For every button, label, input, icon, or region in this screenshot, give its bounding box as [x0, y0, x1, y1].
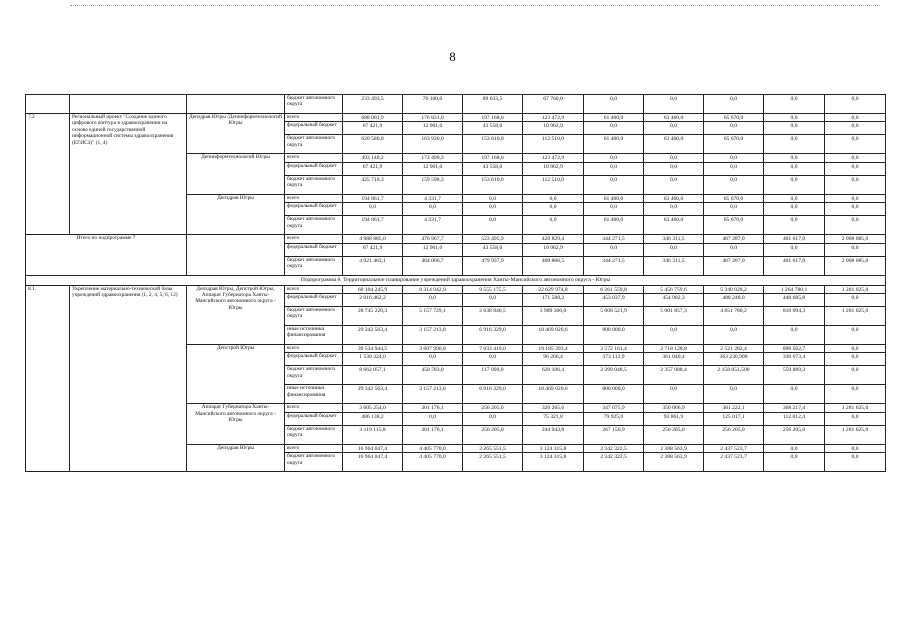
amount-cell: 0,0 — [764, 135, 825, 154]
funding-source: бюджет автономного округа — [285, 135, 343, 154]
amount-cell: 0,0 — [764, 162, 825, 175]
amount-cell: 112 510,0 — [523, 175, 584, 194]
amount-cell: 0,0 — [704, 154, 764, 162]
amount-cell: 0,0 — [764, 175, 825, 194]
amount-cell: 267 150,9 — [584, 425, 644, 444]
amount-cell: 3 119 115,8 — [343, 425, 403, 444]
amount-cell: 16 964 047,4 — [343, 453, 403, 472]
amount-cell: 1 281 025,0 — [825, 425, 886, 444]
amount-cell: 301 176,1 — [403, 425, 463, 444]
amount-cell: 153 610,0 — [463, 175, 523, 194]
amount-cell: 61 400,0 — [584, 114, 644, 122]
amount-cell: 2 008 085,0 — [825, 235, 886, 243]
amount-cell: 3 607 996,8 — [403, 345, 463, 353]
amount-cell: 0,0 — [764, 216, 825, 235]
amount-cell: 5 008 521,9 — [584, 307, 644, 326]
amount-cell: 0,0 — [825, 444, 886, 452]
amount-cell: 172 499,3 — [403, 154, 463, 162]
amount-cell: 523 495,9 — [463, 235, 523, 243]
amount-cell: 0,0 — [764, 194, 825, 202]
amount-cell: 0,0 — [403, 412, 463, 425]
amount-cell: 2 357 088,4 — [644, 366, 704, 385]
amount-cell: 0,0 — [463, 294, 523, 307]
amount-cell: 800 000,0 — [584, 326, 644, 345]
amount-cell: 65 670,0 — [704, 135, 764, 154]
table-row — [26, 114, 886, 122]
amount-cell: 96 266,4 — [523, 353, 584, 366]
amount-cell: 63 460,0 — [644, 114, 704, 122]
amount-cell: 0,0 — [825, 203, 886, 216]
amount-cell: 2 265 551,5 — [463, 453, 523, 472]
amount-cell: 0,0 — [764, 122, 825, 135]
amount-cell: 0,0 — [584, 122, 644, 135]
amount-cell: 0,0 — [644, 95, 704, 114]
amount-cell: 0,0 — [584, 95, 644, 114]
funding-source: всего — [285, 444, 343, 452]
amount-cell: 0,0 — [764, 154, 825, 162]
funding-source: бюджет автономного округа — [285, 453, 343, 472]
amount-cell: 0,0 — [463, 412, 523, 425]
amount-cell: 0,0 — [584, 175, 644, 194]
amount-cell: 0,0 — [644, 175, 704, 194]
amount-cell: 123 472,9 — [523, 114, 584, 122]
amount-cell: 0,0 — [584, 203, 644, 216]
amount-cell: 75 321,8 — [523, 412, 584, 425]
amount-cell: 0,0 — [463, 194, 523, 202]
amount-cell: 620 580,0 — [343, 135, 403, 154]
group-code: 8.1. — [26, 285, 70, 472]
amount-cell: 620 106,4 — [523, 366, 584, 385]
funding-source: федеральный бюджет — [285, 162, 343, 175]
amount-cell: 10 962,9 — [523, 243, 584, 256]
amount-cell: 10 962,9 — [523, 162, 584, 175]
amount-cell: 1 281 025,0 — [825, 307, 886, 326]
amount-cell: 163 930,0 — [403, 135, 463, 154]
amount-cell: 43 558,0 — [463, 162, 523, 175]
amount-cell: 816 094,3 — [764, 307, 825, 326]
amount-cell: 2 388 563,9 — [644, 453, 704, 472]
executor-name: Аппарат Губернатора Ханты-Мансийского автономного округа - Югры — [187, 404, 285, 444]
funding-source: бюджет автономного округа — [285, 95, 343, 114]
amount-cell: 0,0 — [644, 162, 704, 175]
amount-cell: 125 017,1 — [704, 412, 764, 425]
amount-cell: 2 638 846,5 — [463, 307, 523, 326]
funding-source: федеральный бюджет — [285, 243, 343, 256]
amount-cell: 5 456 759,6 — [644, 285, 704, 293]
amount-cell: 256 205,0 — [644, 425, 704, 444]
amount-cell: 197 168,0 — [463, 154, 523, 162]
amount-cell: 0,0 — [403, 294, 463, 307]
amount-cell: 7 033 419,0 — [463, 345, 523, 353]
amount-cell: 6 916 329,0 — [463, 326, 523, 345]
amount-cell: 5 001 857,3 — [644, 307, 704, 326]
amount-cell: 0,0 — [764, 95, 825, 114]
amount-cell: 256 205,0 — [463, 425, 523, 444]
amount-cell: 0,0 — [825, 353, 886, 366]
amount-cell: 256 205,0 — [764, 425, 825, 444]
executor-name — [187, 95, 285, 114]
funding-source: бюджет автономного округа — [285, 175, 343, 194]
amount-cell: 0,0 — [403, 203, 463, 216]
amount-cell: 65 670,0 — [704, 114, 764, 122]
amount-cell: 0,0 — [825, 326, 886, 345]
amount-cell: 0,0 — [584, 162, 644, 175]
amount-cell: 2 521 282,4 — [704, 345, 764, 353]
amount-cell: 0,0 — [704, 385, 764, 404]
funding-source: федеральный бюджет — [285, 203, 343, 216]
amount-cell: 6 916 329,0 — [463, 385, 523, 404]
funding-source: иные источники финансирования — [285, 326, 343, 345]
amount-cell: 4 988 885,0 — [343, 235, 403, 243]
amount-cell: 361 040,4 — [644, 353, 704, 366]
amount-cell: 688 001,9 — [343, 114, 403, 122]
amount-cell: 0,0 — [825, 453, 886, 472]
section-title: Подпрограмма 8. Территориальное планирование учреждений здравоохранения Ханты-Мансийского автономного округа - Югры — [26, 275, 886, 285]
amount-cell: 159 598,3 — [403, 175, 463, 194]
amount-cell: 76 100,0 — [403, 95, 463, 114]
amount-cell: 346 311,5 — [644, 235, 704, 243]
amount-cell: 79 925,0 — [584, 412, 644, 425]
amount-cell: 486 138,2 — [343, 412, 403, 425]
funding-source: бюджет автономного округа — [285, 307, 343, 326]
amount-cell: 320 265,6 — [523, 404, 584, 412]
page-number: 8 — [449, 49, 456, 64]
amount-cell: 5 340 028,2 — [704, 285, 764, 293]
amount-cell: 2 718 128,8 — [644, 345, 704, 353]
amount-cell: 3 572 161,4 — [584, 345, 644, 353]
funding-source: всего — [285, 345, 343, 353]
group-code — [26, 95, 70, 114]
amount-cell: 467 287,0 — [704, 256, 764, 275]
amount-cell: 256 205,0 — [463, 404, 523, 412]
amount-cell: 559 889,3 — [764, 366, 825, 385]
executor-name: Депинформтехнологий Югры — [187, 154, 285, 194]
amount-cell: 3 124 315,8 — [523, 453, 584, 472]
executor-name: Депстрой Югры — [187, 345, 285, 404]
amount-cell: 16 964 047,4 — [343, 444, 403, 452]
amount-cell: 8 662 057,1 — [343, 366, 403, 385]
amount-cell: 896 562,7 — [764, 345, 825, 353]
amount-cell: 0,0 — [764, 243, 825, 256]
amount-cell: 65 670,0 — [704, 216, 764, 235]
amount-cell: 0,0 — [523, 216, 584, 235]
amount-cell: 0,0 — [764, 326, 825, 345]
amount-cell: 6 261 559,8 — [584, 285, 644, 293]
amount-cell: 10 962,9 — [523, 122, 584, 135]
amount-cell: 0,0 — [584, 243, 644, 256]
amount-cell: 117 090,0 — [463, 366, 523, 385]
amount-cell: 450 783,0 — [403, 366, 463, 385]
amount-cell: 3 157 213,8 — [403, 326, 463, 345]
amount-cell: 9 555 175,5 — [463, 285, 523, 293]
amount-cell: 0,0 — [644, 203, 704, 216]
budget-table — [25, 94, 886, 472]
amount-cell: 4 331,7 — [403, 216, 463, 235]
amount-cell: 197 168,0 — [463, 114, 523, 122]
amount-cell: 171 588,2 — [523, 294, 584, 307]
group-name: Региональный проект "Создание единого цифрового контура в здравоохранении на основе единой государственной информационной системы здравоохранения (ЕГИСЗ)" (1, 4) — [70, 114, 187, 235]
amount-cell: 467 287,0 — [704, 235, 764, 243]
amount-cell: 2 388 563,9 — [644, 444, 704, 452]
group-name: Укрепление материально-технической базы учреждений здравоохранения (1, 2, 4, 5, 6, 12) — [70, 285, 187, 472]
amount-cell: 488 248,0 — [704, 294, 764, 307]
amount-cell: 479 937,9 — [463, 256, 523, 275]
amount-cell: 493 140,2 — [343, 154, 403, 162]
group-name: Итого по подпрограмме 7 — [26, 235, 187, 275]
amount-cell: 1 281 025,0 — [825, 404, 886, 412]
amount-cell: 344 271,5 — [584, 256, 644, 275]
amount-cell: 2 158 051,500 — [704, 366, 764, 385]
amount-cell: 194 861,7 — [343, 216, 403, 235]
amount-cell: 3 157 213,8 — [403, 385, 463, 404]
executor-name: Депздрав Югры — [187, 444, 285, 471]
amount-cell: 67 421,9 — [343, 122, 403, 135]
funding-source: бюджет автономного округа — [285, 366, 343, 385]
amount-cell: 2 016 462,2 — [343, 294, 403, 307]
amount-cell: 0,0 — [584, 154, 644, 162]
amount-cell: 0,0 — [523, 194, 584, 202]
amount-cell: 0,0 — [825, 175, 886, 194]
amount-cell: 368 217,4 — [764, 404, 825, 412]
executor-name: Депздрав Югры /Депинформтехнологий Югры — [187, 114, 285, 154]
amount-cell: 0,0 — [825, 345, 886, 353]
amount-cell: 0,0 — [704, 175, 764, 194]
amount-cell: 67 760,0 — [523, 95, 584, 114]
section-row — [26, 275, 886, 285]
amount-cell: 401 617,0 — [764, 235, 825, 243]
amount-cell: 344 271,5 — [584, 235, 644, 243]
amount-cell: 381 222,1 — [704, 404, 764, 412]
amount-cell: 194 861,7 — [343, 194, 403, 202]
amount-cell: 0,0 — [764, 203, 825, 216]
amount-cell: 0,0 — [825, 122, 886, 135]
amount-cell: 0,0 — [523, 203, 584, 216]
amount-cell: 123 472,9 — [523, 154, 584, 162]
amount-cell: 0,0 — [704, 162, 764, 175]
amount-cell: 0,0 — [825, 366, 886, 385]
amount-cell: 61 400,0 — [584, 216, 644, 235]
scan-artifact-line — [70, 5, 880, 7]
amount-cell: 63 460,0 — [644, 135, 704, 154]
amount-cell: 346 311,5 — [644, 256, 704, 275]
amount-cell: 43 558,0 — [463, 243, 523, 256]
amount-cell: 0,0 — [644, 326, 704, 345]
amount-cell: 39 534 944,5 — [343, 345, 403, 353]
amount-cell: 63 460,0 — [644, 216, 704, 235]
budget-table-wrapper — [25, 94, 885, 472]
amount-cell: 29 342 563,4 — [343, 326, 403, 345]
amount-cell: 93 861,9 — [644, 412, 704, 425]
amount-cell: 347 075,9 — [584, 404, 644, 412]
amount-cell: 453 037,9 — [584, 294, 644, 307]
funding-source: бюджет автономного округа — [285, 256, 343, 275]
amount-cell: 0,0 — [825, 194, 886, 202]
amount-cell: 2 342 322,5 — [584, 444, 644, 452]
amount-cell: 3 605 254,0 — [343, 404, 403, 412]
amount-cell: 0,0 — [463, 203, 523, 216]
amount-cell: 19 185 393,4 — [523, 345, 584, 353]
amount-cell: 2 437 523,7 — [704, 444, 764, 452]
amount-cell: 0,0 — [764, 444, 825, 452]
amount-cell: 425 718,3 — [343, 175, 403, 194]
amount-cell: 0,0 — [825, 154, 886, 162]
amount-cell: 63 460,0 — [644, 194, 704, 202]
amount-cell: 18 469 020,6 — [523, 326, 584, 345]
funding-source: всего — [285, 114, 343, 122]
funding-source: федеральный бюджет — [285, 412, 343, 425]
amount-cell: 4 921 463,1 — [343, 256, 403, 275]
amount-cell: 3 124 315,8 — [523, 444, 584, 452]
funding-source: федеральный бюджет — [285, 294, 343, 307]
table-row — [26, 235, 886, 243]
amount-cell: 4 331,7 — [403, 194, 463, 202]
amount-cell: 0,0 — [463, 353, 523, 366]
funding-source: федеральный бюджет — [285, 353, 343, 366]
amount-cell: 1 530 324,0 — [343, 353, 403, 366]
funding-source: всего — [285, 285, 343, 293]
amount-cell: 301 176,1 — [403, 404, 463, 412]
amount-cell: 28 745 220,3 — [343, 307, 403, 326]
amount-cell: 89 633,5 — [463, 95, 523, 114]
amount-cell: 0,0 — [704, 203, 764, 216]
amount-cell: 12 901,0 — [403, 122, 463, 135]
amount-cell: 0,0 — [825, 162, 886, 175]
amount-cell: 350 066,9 — [644, 404, 704, 412]
amount-cell: 112 510,0 — [523, 135, 584, 154]
amount-cell: 0,0 — [764, 114, 825, 122]
amount-cell: 363 230,900 — [704, 353, 764, 366]
amount-cell: 0,0 — [644, 385, 704, 404]
amount-cell: 0,0 — [764, 453, 825, 472]
amount-cell: 3 989 366,0 — [523, 307, 584, 326]
amount-cell: 0,0 — [704, 326, 764, 345]
amount-cell: 67 421,9 — [343, 243, 403, 256]
amount-cell: 0,0 — [644, 243, 704, 256]
amount-cell: 0,0 — [825, 114, 886, 122]
amount-cell: 0,0 — [463, 216, 523, 235]
executor-name: Депздрав Югры — [187, 194, 285, 234]
amount-cell: 800 000,0 — [584, 385, 644, 404]
table-body — [26, 95, 886, 472]
amount-cell: 244 943,8 — [523, 425, 584, 444]
amount-cell: 336 673,4 — [764, 353, 825, 366]
amount-cell: 18 469 020,6 — [523, 385, 584, 404]
amount-cell: 2 399 048,5 — [584, 366, 644, 385]
amount-cell: 0,0 — [704, 243, 764, 256]
amount-cell: 1 264 780,1 — [764, 285, 825, 293]
amount-cell: 22 629 974,8 — [523, 285, 584, 293]
amount-cell: 176 831,0 — [403, 114, 463, 122]
amount-cell: 256 205,0 — [704, 425, 764, 444]
amount-cell: 409 866,5 — [523, 256, 584, 275]
amount-cell: 12 901,0 — [403, 243, 463, 256]
funding-source: всего — [285, 154, 343, 162]
amount-cell: 2 008 085,0 — [825, 256, 886, 275]
amount-cell: 0,0 — [825, 216, 886, 235]
executor-name: Депздрав Югры, Депстрой Югры, Аппарат Губернатора Ханты-Мансийского автономного округа - Югры — [187, 285, 285, 344]
table-row — [26, 95, 886, 114]
amount-cell: 0,0 — [644, 154, 704, 162]
funding-source: бюджет автономного округа — [285, 425, 343, 444]
amount-cell: 233 493,5 — [343, 95, 403, 114]
amount-cell: 0,0 — [403, 353, 463, 366]
amount-cell: 153 610,0 — [463, 135, 523, 154]
amount-cell: 454 902,3 — [644, 294, 704, 307]
group-name — [70, 95, 187, 114]
amount-cell: 2 437 523,7 — [704, 453, 764, 472]
amount-cell: 1 281 025,0 — [825, 285, 886, 293]
amount-cell: 420 829,4 — [523, 235, 584, 243]
amount-cell: 12 901,0 — [403, 162, 463, 175]
amount-cell: 0,0 — [704, 95, 764, 114]
amount-cell: 0,0 — [764, 385, 825, 404]
funding-source: бюджет автономного округа — [285, 216, 343, 235]
amount-cell: 476 967,7 — [403, 235, 463, 243]
amount-cell: 60 104 245,9 — [343, 285, 403, 293]
funding-source: всего — [285, 194, 343, 202]
amount-cell: 0,0 — [704, 122, 764, 135]
amount-cell: 4 405 770,0 — [403, 453, 463, 472]
funding-source: всего — [285, 235, 343, 243]
amount-cell: 5 157 729,1 — [403, 307, 463, 326]
amount-cell: 0,0 — [825, 95, 886, 114]
amount-cell: 2 342 322,5 — [584, 453, 644, 472]
amount-cell: 0,0 — [825, 294, 886, 307]
amount-cell: 2 265 551,5 — [463, 444, 523, 452]
executor-name — [187, 235, 285, 275]
amount-cell: 65 670,0 — [704, 194, 764, 202]
group-code: 7.2 — [26, 114, 70, 235]
amount-cell: 4 851 780,2 — [704, 307, 764, 326]
amount-cell: 0,0 — [825, 385, 886, 404]
amount-cell: 464 066,7 — [403, 256, 463, 275]
amount-cell: 373 112,9 — [584, 353, 644, 366]
amount-cell: 401 617,0 — [764, 256, 825, 275]
amount-cell: 448 685,8 — [764, 294, 825, 307]
amount-cell: 0,0 — [825, 412, 886, 425]
amount-cell: 0,0 — [825, 243, 886, 256]
amount-cell: 0,0 — [825, 135, 886, 154]
funding-source: федеральный бюджет — [285, 122, 343, 135]
amount-cell: 61 400,0 — [584, 194, 644, 202]
amount-cell: 43 558,0 — [463, 122, 523, 135]
amount-cell: 4 405 770,0 — [403, 444, 463, 452]
amount-cell: 112 012,4 — [764, 412, 825, 425]
amount-cell: 67 421,9 — [343, 162, 403, 175]
amount-cell: 29 342 563,4 — [343, 385, 403, 404]
funding-source: всего — [285, 404, 343, 412]
funding-source: иные источники финансирования — [285, 385, 343, 404]
table-row — [26, 285, 886, 293]
amount-cell: 0,0 — [644, 122, 704, 135]
amount-cell: 0,0 — [343, 203, 403, 216]
amount-cell: 61 400,0 — [584, 135, 644, 154]
amount-cell: 8 314 942,9 — [403, 285, 463, 293]
